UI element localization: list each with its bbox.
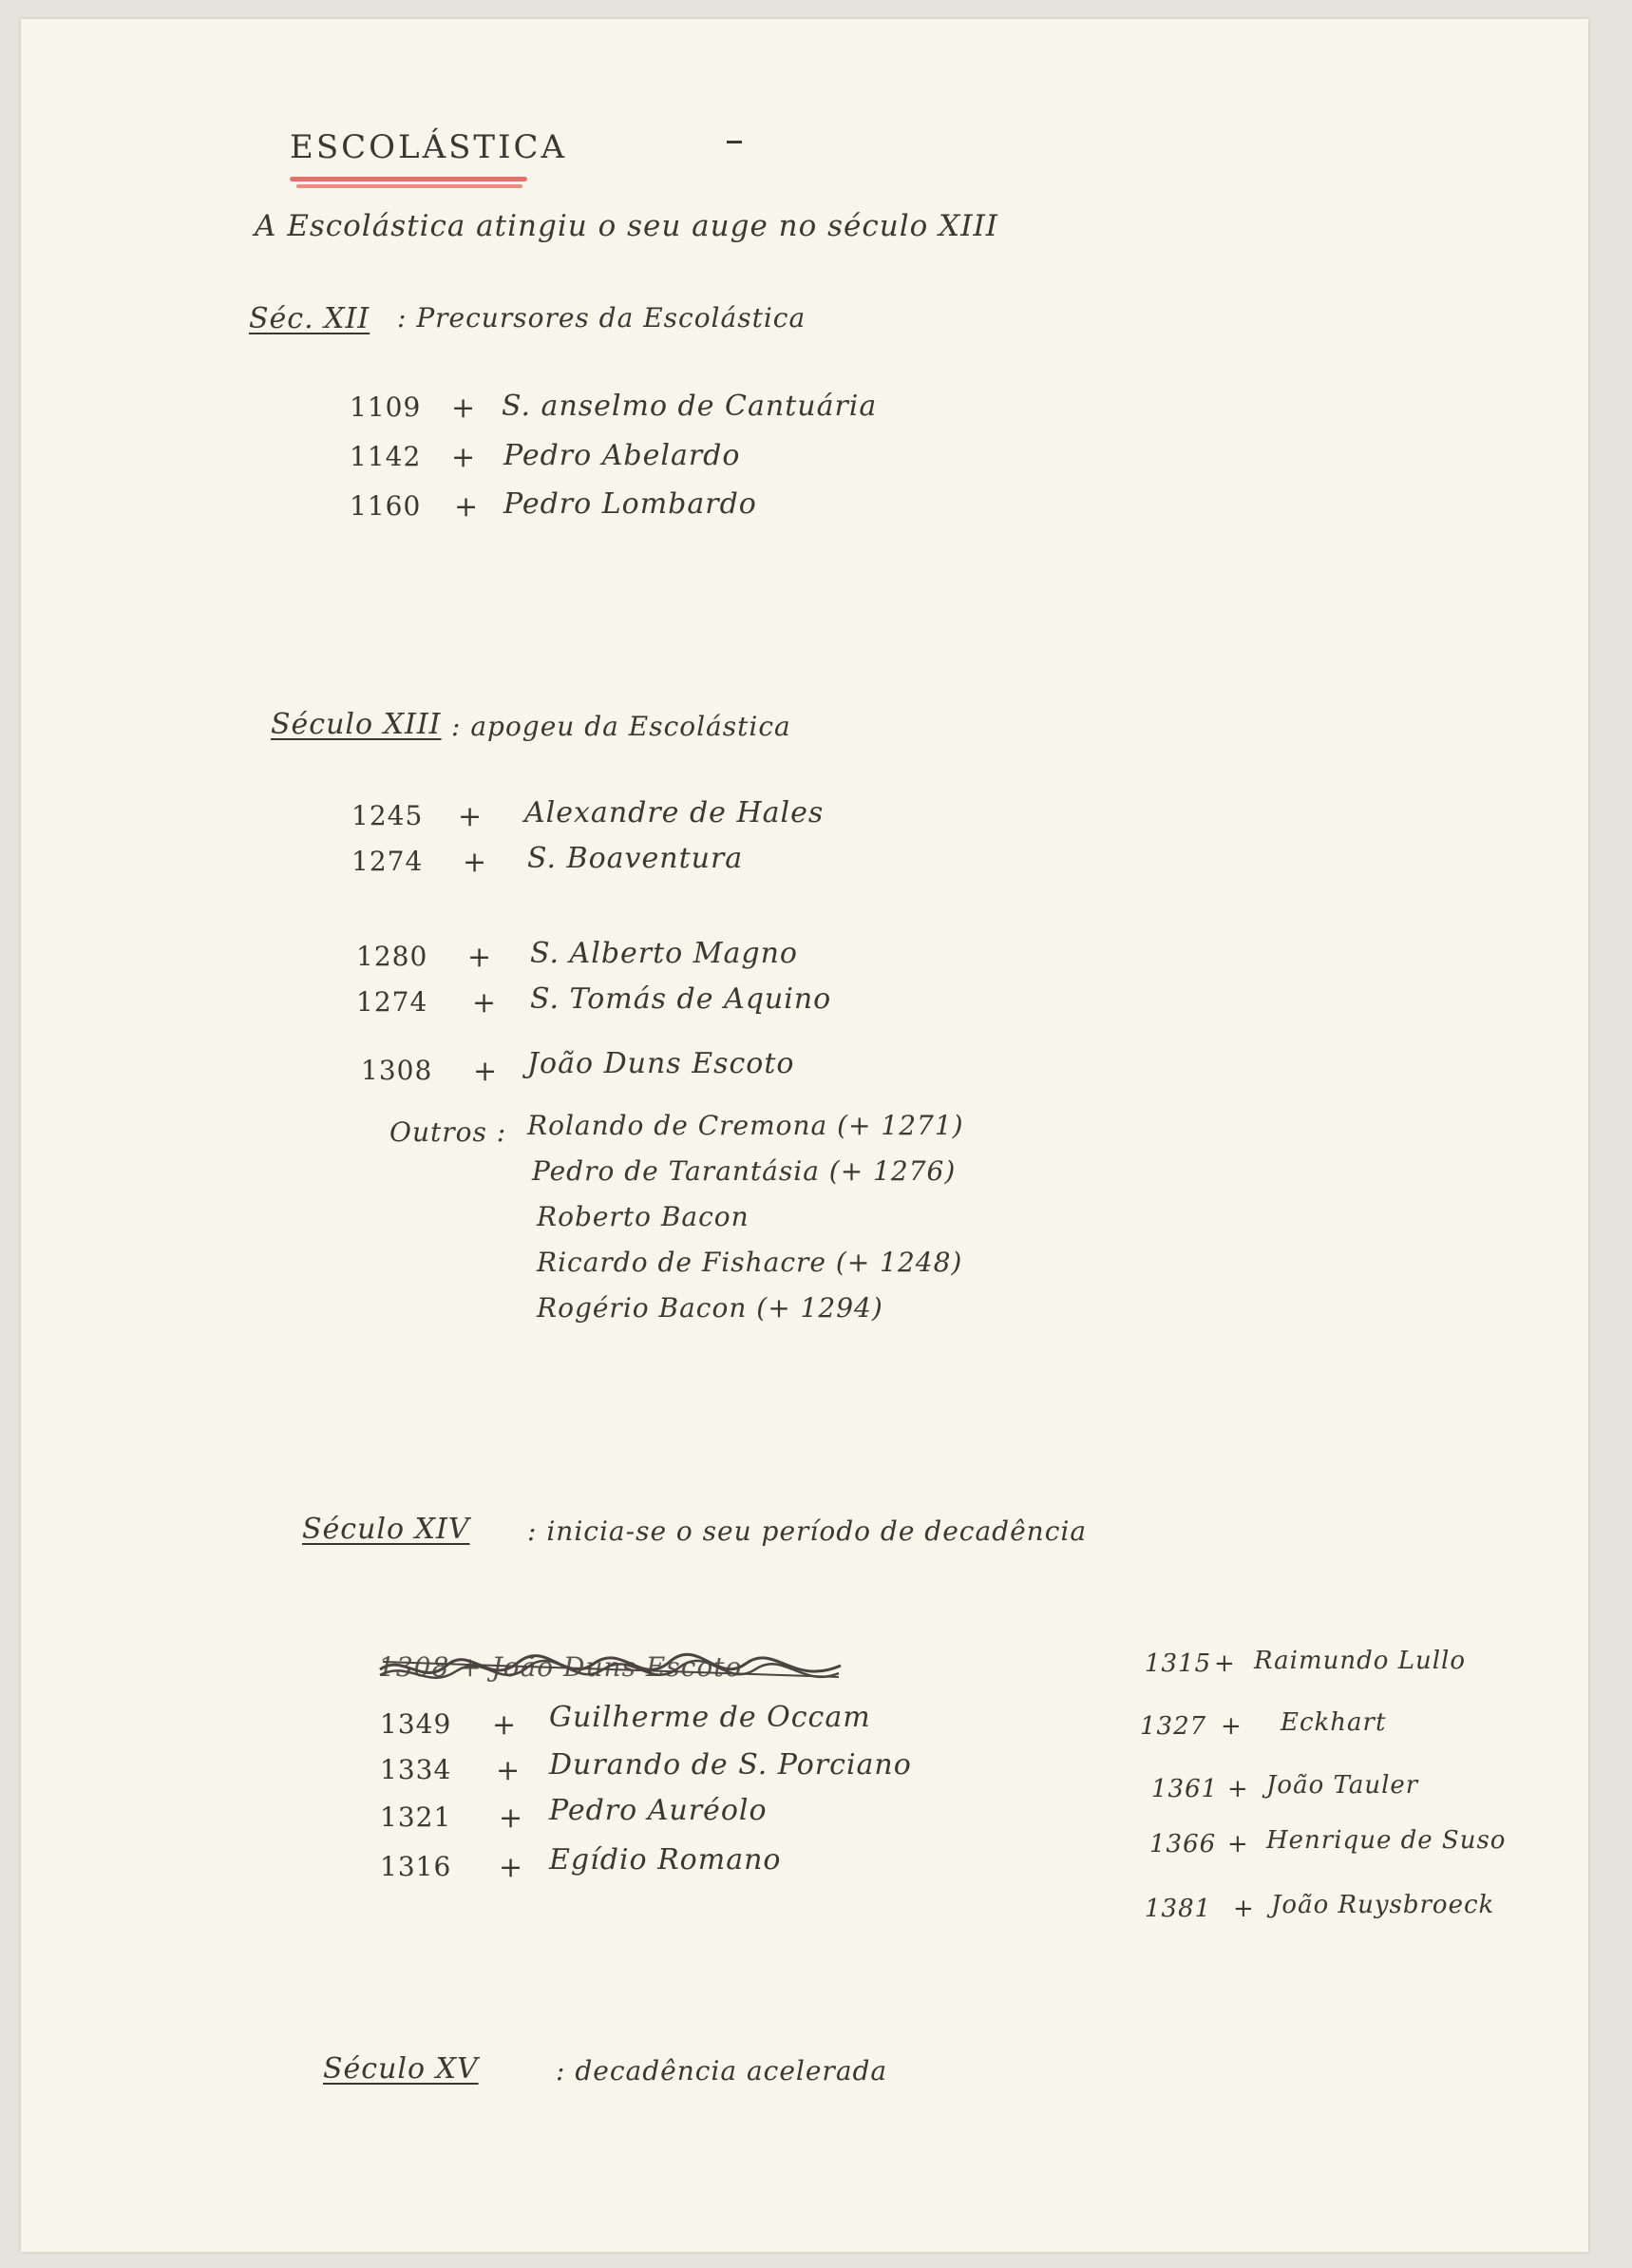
sec13-mark-1: +: [458, 800, 484, 833]
sec13-desc: : apogeu da Escolástica: [451, 711, 791, 742]
sec14-right-mark-5: +: [1233, 1895, 1255, 1923]
sec14-right-year-5: 1381: [1145, 1895, 1212, 1923]
sec14-right-year-3: 1361: [1151, 1775, 1219, 1803]
sec12-name-2: Pedro Abelardo: [503, 439, 741, 472]
sec14-year-2: 1334: [380, 1754, 452, 1785]
sec12-desc: : Precursores da Escolástica: [397, 302, 807, 334]
sec14-right-name-3: João Tauler: [1266, 1771, 1419, 1800]
sec14-right-year-1: 1315: [1145, 1649, 1212, 1678]
sec13-other-5: Rogério Bacon (+ 1294): [537, 1292, 883, 1324]
sec14-desc: : inicia-se o seu período de decadência: [527, 1515, 1088, 1547]
sec14-mark-1: +: [492, 1708, 518, 1742]
sec14-right-mark-3: +: [1227, 1775, 1249, 1803]
sec12-year-3: 1160: [350, 490, 422, 522]
sec14-name-3: Pedro Auréolo: [549, 1794, 768, 1827]
sec14-year-1: 1349: [380, 1708, 452, 1740]
sec13-other-2: Pedro de Tarantásia (+ 1276): [532, 1155, 957, 1187]
sec14-right-name-5: João Ruysbroeck: [1271, 1891, 1495, 1919]
page-title: ESCOLÁSTICA: [290, 128, 568, 166]
title-highlight-underline-2: [296, 184, 522, 188]
sec14-label: Século XIV: [302, 1513, 470, 1546]
sec15-label: Século XV: [323, 2052, 479, 2086]
sec14-right-year-4: 1366: [1149, 1830, 1217, 1858]
sec13-year-2: 1274: [351, 846, 424, 877]
sec13-name-5: João Duns Escoto: [527, 1047, 795, 1080]
sec12-year-2: 1142: [350, 441, 422, 472]
sec14-mark-3: +: [499, 1801, 524, 1835]
sec14-struck-entry: 1308 + João Duns Escoto: [378, 1651, 743, 1683]
scribble-strikeout: [375, 1649, 845, 1690]
sec13-other-1: Rolando de Cremona (+ 1271): [527, 1110, 964, 1141]
sec13-name-1: Alexandre de Hales: [524, 796, 825, 829]
sec14-right-name-2: Eckhart: [1281, 1708, 1387, 1737]
sec14-right-mark-4: +: [1227, 1830, 1249, 1858]
sec13-year-4: 1274: [356, 986, 428, 1018]
sec13-other-3: Roberto Bacon: [537, 1201, 750, 1232]
sec14-name-1: Guilherme de Occam: [549, 1701, 871, 1734]
title-highlight-underline: [290, 177, 527, 181]
sec14-right-mark-1: +: [1214, 1649, 1236, 1678]
sec13-name-2: S. Boaventura: [527, 842, 744, 875]
sec13-others-label: Outros :: [389, 1116, 507, 1148]
sec13-mark-3: +: [467, 941, 493, 974]
sec14-right-name-4: Henrique de Suso: [1266, 1826, 1507, 1855]
sec12-name-3: Pedro Lombardo: [503, 487, 757, 521]
intro-line: A Escolástica atingiu o seu auge no século XIII: [255, 209, 998, 243]
sec13-name-3: S. Alberto Magno: [530, 937, 798, 970]
sec14-name-4: Egídio Romano: [549, 1843, 782, 1877]
sec13-label: Século XIII: [271, 708, 442, 741]
sec12-name-1: S. anselmo de Cantuária: [502, 390, 878, 423]
sec13-other-4: Ricardo de Fishacre (+ 1248): [537, 1247, 963, 1278]
sec13-year-1: 1245: [351, 800, 424, 831]
sec13-mark-5: +: [473, 1055, 499, 1088]
sec13-year-3: 1280: [356, 941, 428, 972]
sec14-right-name-1: Raimundo Lullo: [1254, 1647, 1466, 1675]
sec14-right-mark-2: +: [1221, 1712, 1243, 1741]
sec14-mark-2: +: [496, 1754, 522, 1787]
sec15-desc: : decadência acelerada: [556, 2055, 888, 2087]
sec13-mark-4: +: [472, 986, 498, 1020]
sec14-right-year-2: 1327: [1140, 1712, 1207, 1741]
sec12-year-1: 1109: [350, 391, 422, 423]
sec13-mark-2: +: [463, 846, 488, 879]
sec13-year-5: 1308: [361, 1055, 433, 1086]
sec14-mark-4: +: [499, 1851, 524, 1884]
sec12-label: Séc. XII: [249, 302, 370, 335]
sec14-year-3: 1321: [380, 1801, 452, 1833]
sec12-mark-1: +: [451, 391, 477, 425]
title-dash: [727, 141, 742, 143]
sec14-name-2: Durando de S. Porciano: [549, 1748, 912, 1782]
sec12-mark-2: +: [451, 441, 477, 474]
sec14-year-4: 1316: [380, 1851, 452, 1882]
sec13-name-4: S. Tomás de Aquino: [530, 982, 832, 1016]
sec12-mark-3: +: [454, 490, 480, 524]
